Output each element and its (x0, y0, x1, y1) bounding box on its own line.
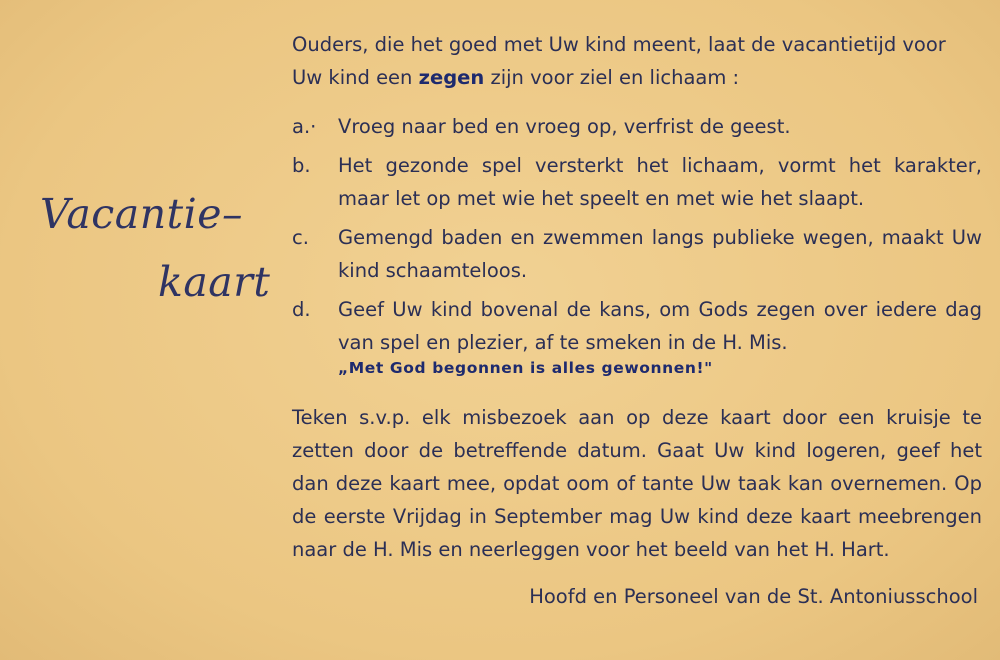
intro-paragraph (292, 28, 982, 94)
item-label: c. (292, 226, 309, 249)
item-label: d. (292, 298, 311, 321)
list-item-c (292, 221, 982, 287)
list-item-b (292, 149, 982, 215)
item-text: Geef Uw kind bovenal de kans, om Gods zegen over iedere dag van spel en plezier, af te smeken in de H. Mis. (338, 298, 982, 354)
item-text: Vroeg naar bed en vroeg op, verfrist de geest. (338, 115, 791, 138)
intro-text-after: zijn voor ziel en lichaam : (484, 66, 740, 89)
item-text: Het gezonde spel versterkt het lichaam, vormt het karakter, maar let op met wie het speelt en met wie het slaapt. (338, 154, 982, 210)
title-line-1: Vacantie– (40, 190, 243, 238)
intro-emphasis: zegen (418, 66, 485, 89)
intro-text-before: Ouders, die het goed met Uw kind meent, laat de vacantietijd voor Uw kind een (292, 33, 946, 89)
motto: „Met God begonnen is alles gewonnen!" (338, 359, 713, 377)
item-label: b. (292, 154, 311, 177)
list-item-d (292, 293, 982, 359)
instruction-paragraph: Teken s.v.p. elk misbezoek aan op deze kaart door een kruisje te zetten door de betreffende datum. Gaat Uw kind logeren, geef het dan deze kaart mee, opdat oom of tante Uw taak kan overnemen. Op de eerste Vrijdag in September mag Uw kind deze kaart meebrengen naar de H. Mis en neerleggen voor het beeld van het H. Hart. (292, 406, 982, 561)
signature: Hoofd en Personeel van de St. Antoniusschool (529, 585, 978, 608)
title-line-2: kaart (158, 258, 271, 306)
list-item-a (292, 110, 982, 143)
card-body (292, 28, 982, 613)
item-text: Gemengd baden en zwemmen langs publieke wegen, maakt Uw kind schaamteloos. (338, 226, 982, 282)
card-title (40, 190, 270, 306)
item-label: a.· (292, 115, 317, 138)
